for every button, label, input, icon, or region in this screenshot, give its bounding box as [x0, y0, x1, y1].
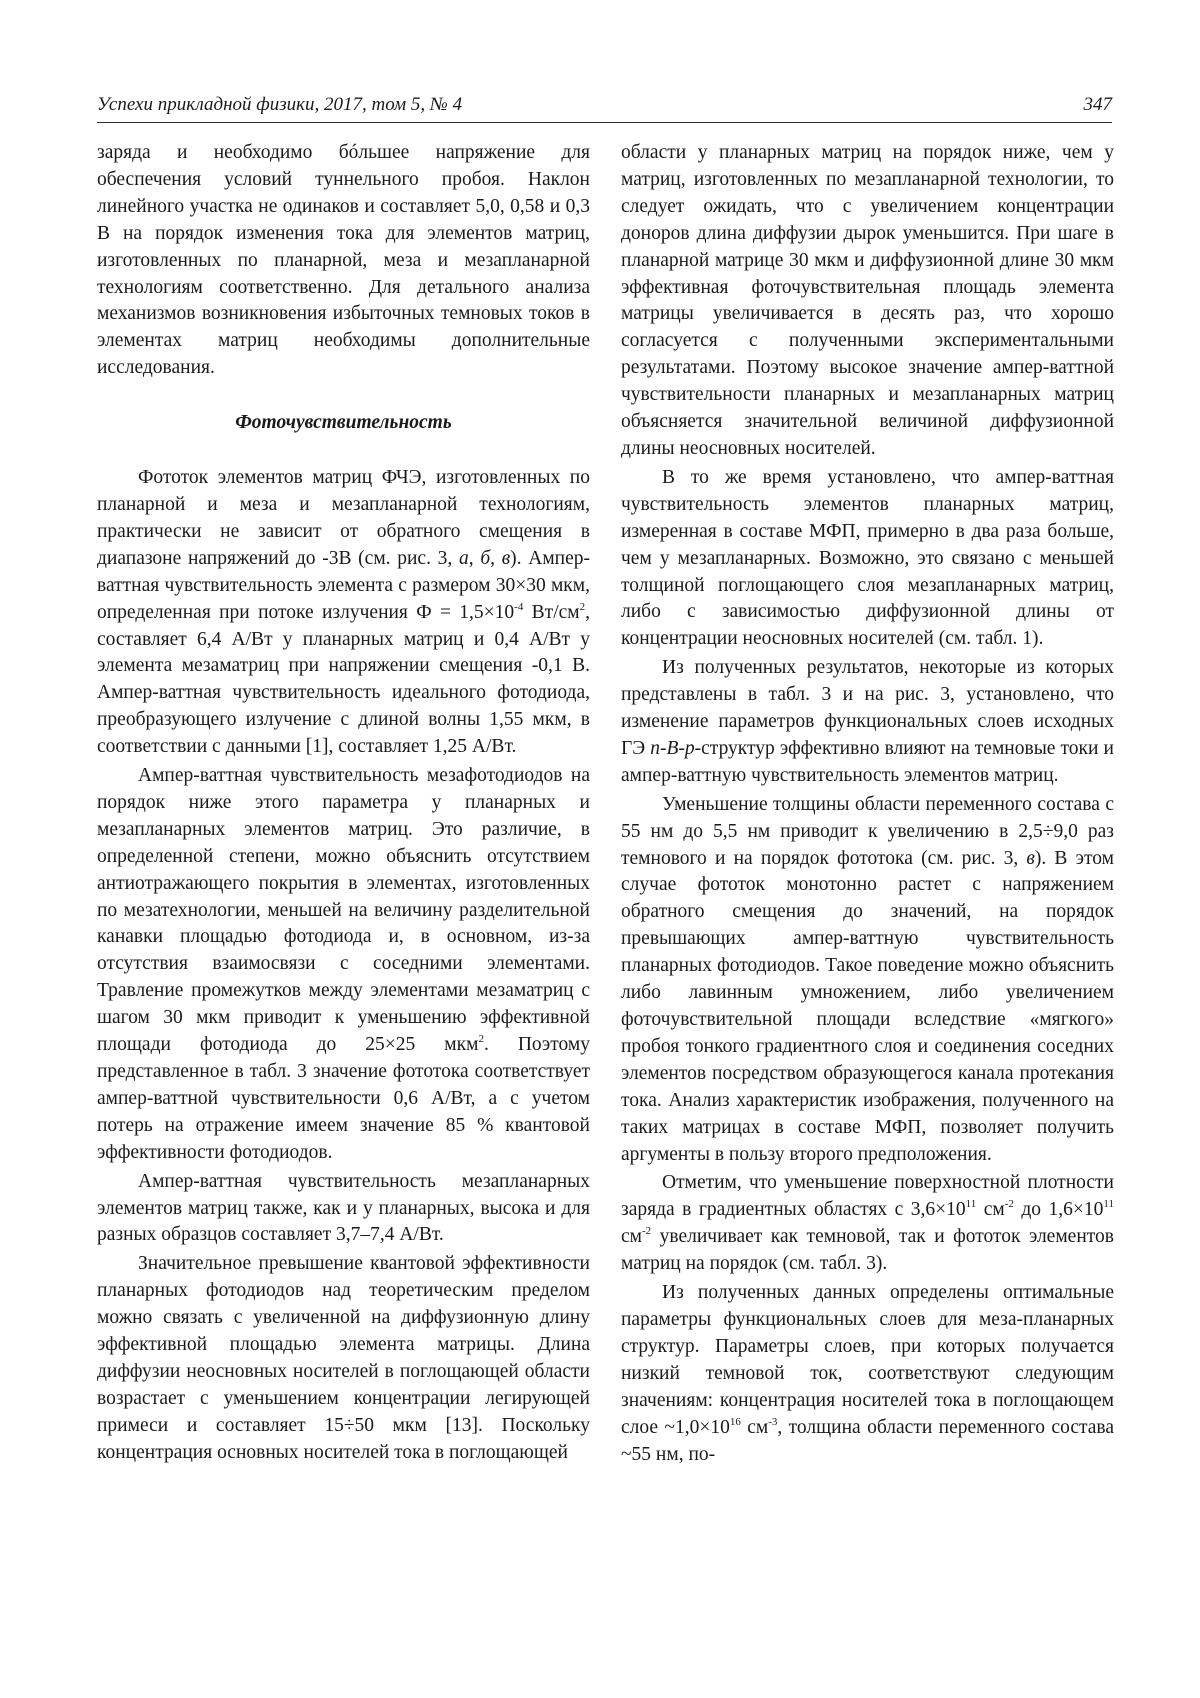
left-column: [97, 140, 590, 1467]
superscript: 11: [965, 1198, 977, 1211]
paragraph-charge-density: [621, 1170, 1114, 1278]
paragraph-mfp: В то же время установлено, что ампер-ваттная чувствительность элементов планарных матриц, измеренная в составе МФП, примерно в два раза больше, чем у мезапланарных. Возможно, это связано с меньшей толщиной поглощающего слоя мезапланарных матриц, либо с зависимостью диффузионной длины от концентрации неосновных носителей (см. табл. 1).: [621, 466, 1114, 650]
paragraph-mesa-sensitivity: [97, 763, 590, 1167]
text-run: увеличивает как темновой, так и фототок элементов матриц на порядок (см. табл. 3).: [621, 1226, 1114, 1275]
figure-ref-b: б: [480, 547, 491, 569]
text-run: -структур эффективно влияют на темновые токи и ампер-ваттную чувствительность элементов матриц.: [621, 737, 1114, 786]
section-title: Фоточувствительность: [235, 412, 452, 434]
superscript: 16: [729, 1415, 741, 1428]
text-run: Фототок элементов матриц ФЧЭ, изготовленных по планарной и меза и мезапланарной технологиям, практически не зависит от обратного смещения в диапазоне напряжений до -3В (см. рис. 3,: [97, 467, 590, 569]
superscript: -2: [642, 1225, 652, 1238]
paragraph-optimal-parameters: [621, 1280, 1114, 1468]
figure-ref-c: в: [1026, 847, 1035, 869]
paragraph-continuation: области у планарных матриц на порядок ниже, чем у матриц, изготовленных по мезапланарной технологии, то следует ожидать, что с увеличением концентрации доноров длина диффузии дырок уменьшится. При шаге в планарной матрице 30 мкм и диффузионной длине 30 мкм эффективная фоточувствительная площадь элемента матрицы увеличивается в десять раз, что хорошо согласуется с полученными экспериментальными результатами. Поэтому высокое значение ампер-ваттной чувствительности планарных и мезапланарных матриц объясняется значительной величиной диффузионной длины неосновных носителей.: [621, 142, 1114, 459]
text-run: . Поэтому представленное в табл. 3 значение фототока соответствует ампер-ваттной чувствительности 0,6 А/Вт, а с учетом потерь на отражение имеем значение 85 % квантовой эффективности фотодиодов.: [97, 1034, 590, 1163]
text-run: ). Ампер-ваттная чувствительность элемента с размером 30×30 мкм, определенная при потоке излучения Ф = 1,5×10: [97, 547, 590, 623]
journal-citation: Успехи прикладной физики, 2017, том 5, № 4: [97, 94, 463, 115]
paragraph-continuation: заряда и необходимо бóльшее напряжение для обеспечения условий туннельного пробоя. Наклон линейного участка не одинаков и составляет 5,0, 0,58 и 0,3 В на порядок изменения тока для элементов матриц, изготовленных по планарной, меза и мезапланарной технологиям соответственно. Для детального анализа механизмов возникновения избыточных темновых токов в элементах матриц необходимы дополнительные исследования.: [97, 142, 590, 379]
text-run: см: [740, 1416, 769, 1438]
structure-label: n-B-p: [650, 737, 695, 759]
text-run: Уменьшение толщины области переменного состава с 55 нм до 5,5 нм приводит к увеличению в 2,5÷9,0 раз темнового и на порядок фототока (см. рис. 3,: [621, 793, 1114, 869]
paragraph-photocurrent: [97, 465, 590, 761]
text-run: см: [621, 1226, 642, 1248]
superscript: -3: [768, 1415, 778, 1428]
text-run: , толщина области переменного состава ~55 нм, по-: [621, 1416, 1114, 1465]
paragraph-results: [621, 655, 1114, 790]
text-run: Вт/см: [523, 601, 580, 623]
text-run: Ампер-ваттная чувствительность мезафотодиодов на порядок ниже этого параметра у планарных и мезапланарных элементов матриц. Это различие, в определенной степени, можно объяснить отсутствием антиотражающего покрытия в элементах, изготовленных по мезатехнологии, меньшей на величину разделительной канавки площадью фотодиода и, в основном, из-за отсутствия взаимосвязи с соседними элементами. Травление промежутков между элементами мезаматриц с шагом 30 мкм приводит к уменьшению эффективной площади фотодиода до 25×25 мкм: [97, 765, 590, 1056]
superscript: 11: [1103, 1198, 1115, 1211]
figure-ref-a: а: [458, 547, 469, 569]
text-run: см: [976, 1199, 1005, 1221]
running-header: [97, 88, 1112, 123]
text-run: Из полученных результатов, некоторые из которых представлены в табл. 3 и на рис. 3, установлено, что изменение параметров функциональных слоев исходных ГЭ: [621, 657, 1114, 759]
text-run: Отметим, что уменьшение поверхностной плотности заряда в градиентных областях с 3,6×10: [621, 1172, 1114, 1221]
text-run: Из полученных данных определены оптимальные параметры функциональных слоев для меза-планарных структур. Параметры слоев, при которых получается низкий темновой ток, соответствуют следующим значениям: концентрация носителей тока в поглощающем слое ~1,0×10: [621, 1282, 1114, 1438]
text-run: ,: [468, 547, 481, 569]
right-column: [621, 140, 1114, 1468]
text-run: ,: [490, 547, 502, 569]
superscript: -2: [1004, 1198, 1014, 1211]
paragraph-mesaplanar: Ампер-ваттная чувствительность мезапланарных элементов матриц также, как и у планарных, высока и для разных образцов составляет 3,7–7,4 А/Вт.: [97, 1170, 590, 1246]
text-run: ). В этом случае фототок монотонно растет с напряжением обратного смещения до значений, на порядок превышающих ампер-ваттную чувствительность планарных фотодиодов. Такое поведение можно объяснить либо лавинным умножением, либо увеличением фоточувствительной площади вследствие «мягкого» пробоя тонкого градиентного слоя и соединения соседних элементов посредством образующегося канала протекания тока. Анализ характеристик изображения, полученного на таких матрицах в составе МФП, позволяет получить аргументы в пользу второго предположения.: [621, 847, 1114, 1165]
superscript: 2: [478, 1033, 484, 1046]
superscript: 2: [579, 600, 586, 613]
text-run: до 1,6×10: [1013, 1199, 1104, 1221]
paragraph-quantum-efficiency: Значительное превышение квантовой эффективности планарных фотодиодов над теоретическим пределом можно связать с увеличенной на диффузионную длину эффективной площадью элемента матрицы. Длина диффузии неосновных носителей в поглощающей области возрастает с уменьшением концентрации легирующей примеси и составляет 15÷50 мкм [13]. Поскольку концентрация основных носителей тока в поглощающей: [97, 1253, 590, 1463]
paragraph-thickness: [621, 792, 1114, 1169]
text-run: , составляет 6,4 А/Вт у планарных матриц и 0,4 А/Вт у элемента мезаматриц при напряжении смещения -0,1 В. Ампер-ваттная чувствительность идеального фотодиода, преобразующего излучение с длиной волны 1,55 мкм, в соответствии с данными [1], составляет 1,25 А/Вт.: [97, 601, 590, 758]
page-number: 347: [1083, 94, 1112, 115]
figure-ref-c: в: [501, 547, 511, 569]
superscript: -4: [514, 600, 524, 613]
